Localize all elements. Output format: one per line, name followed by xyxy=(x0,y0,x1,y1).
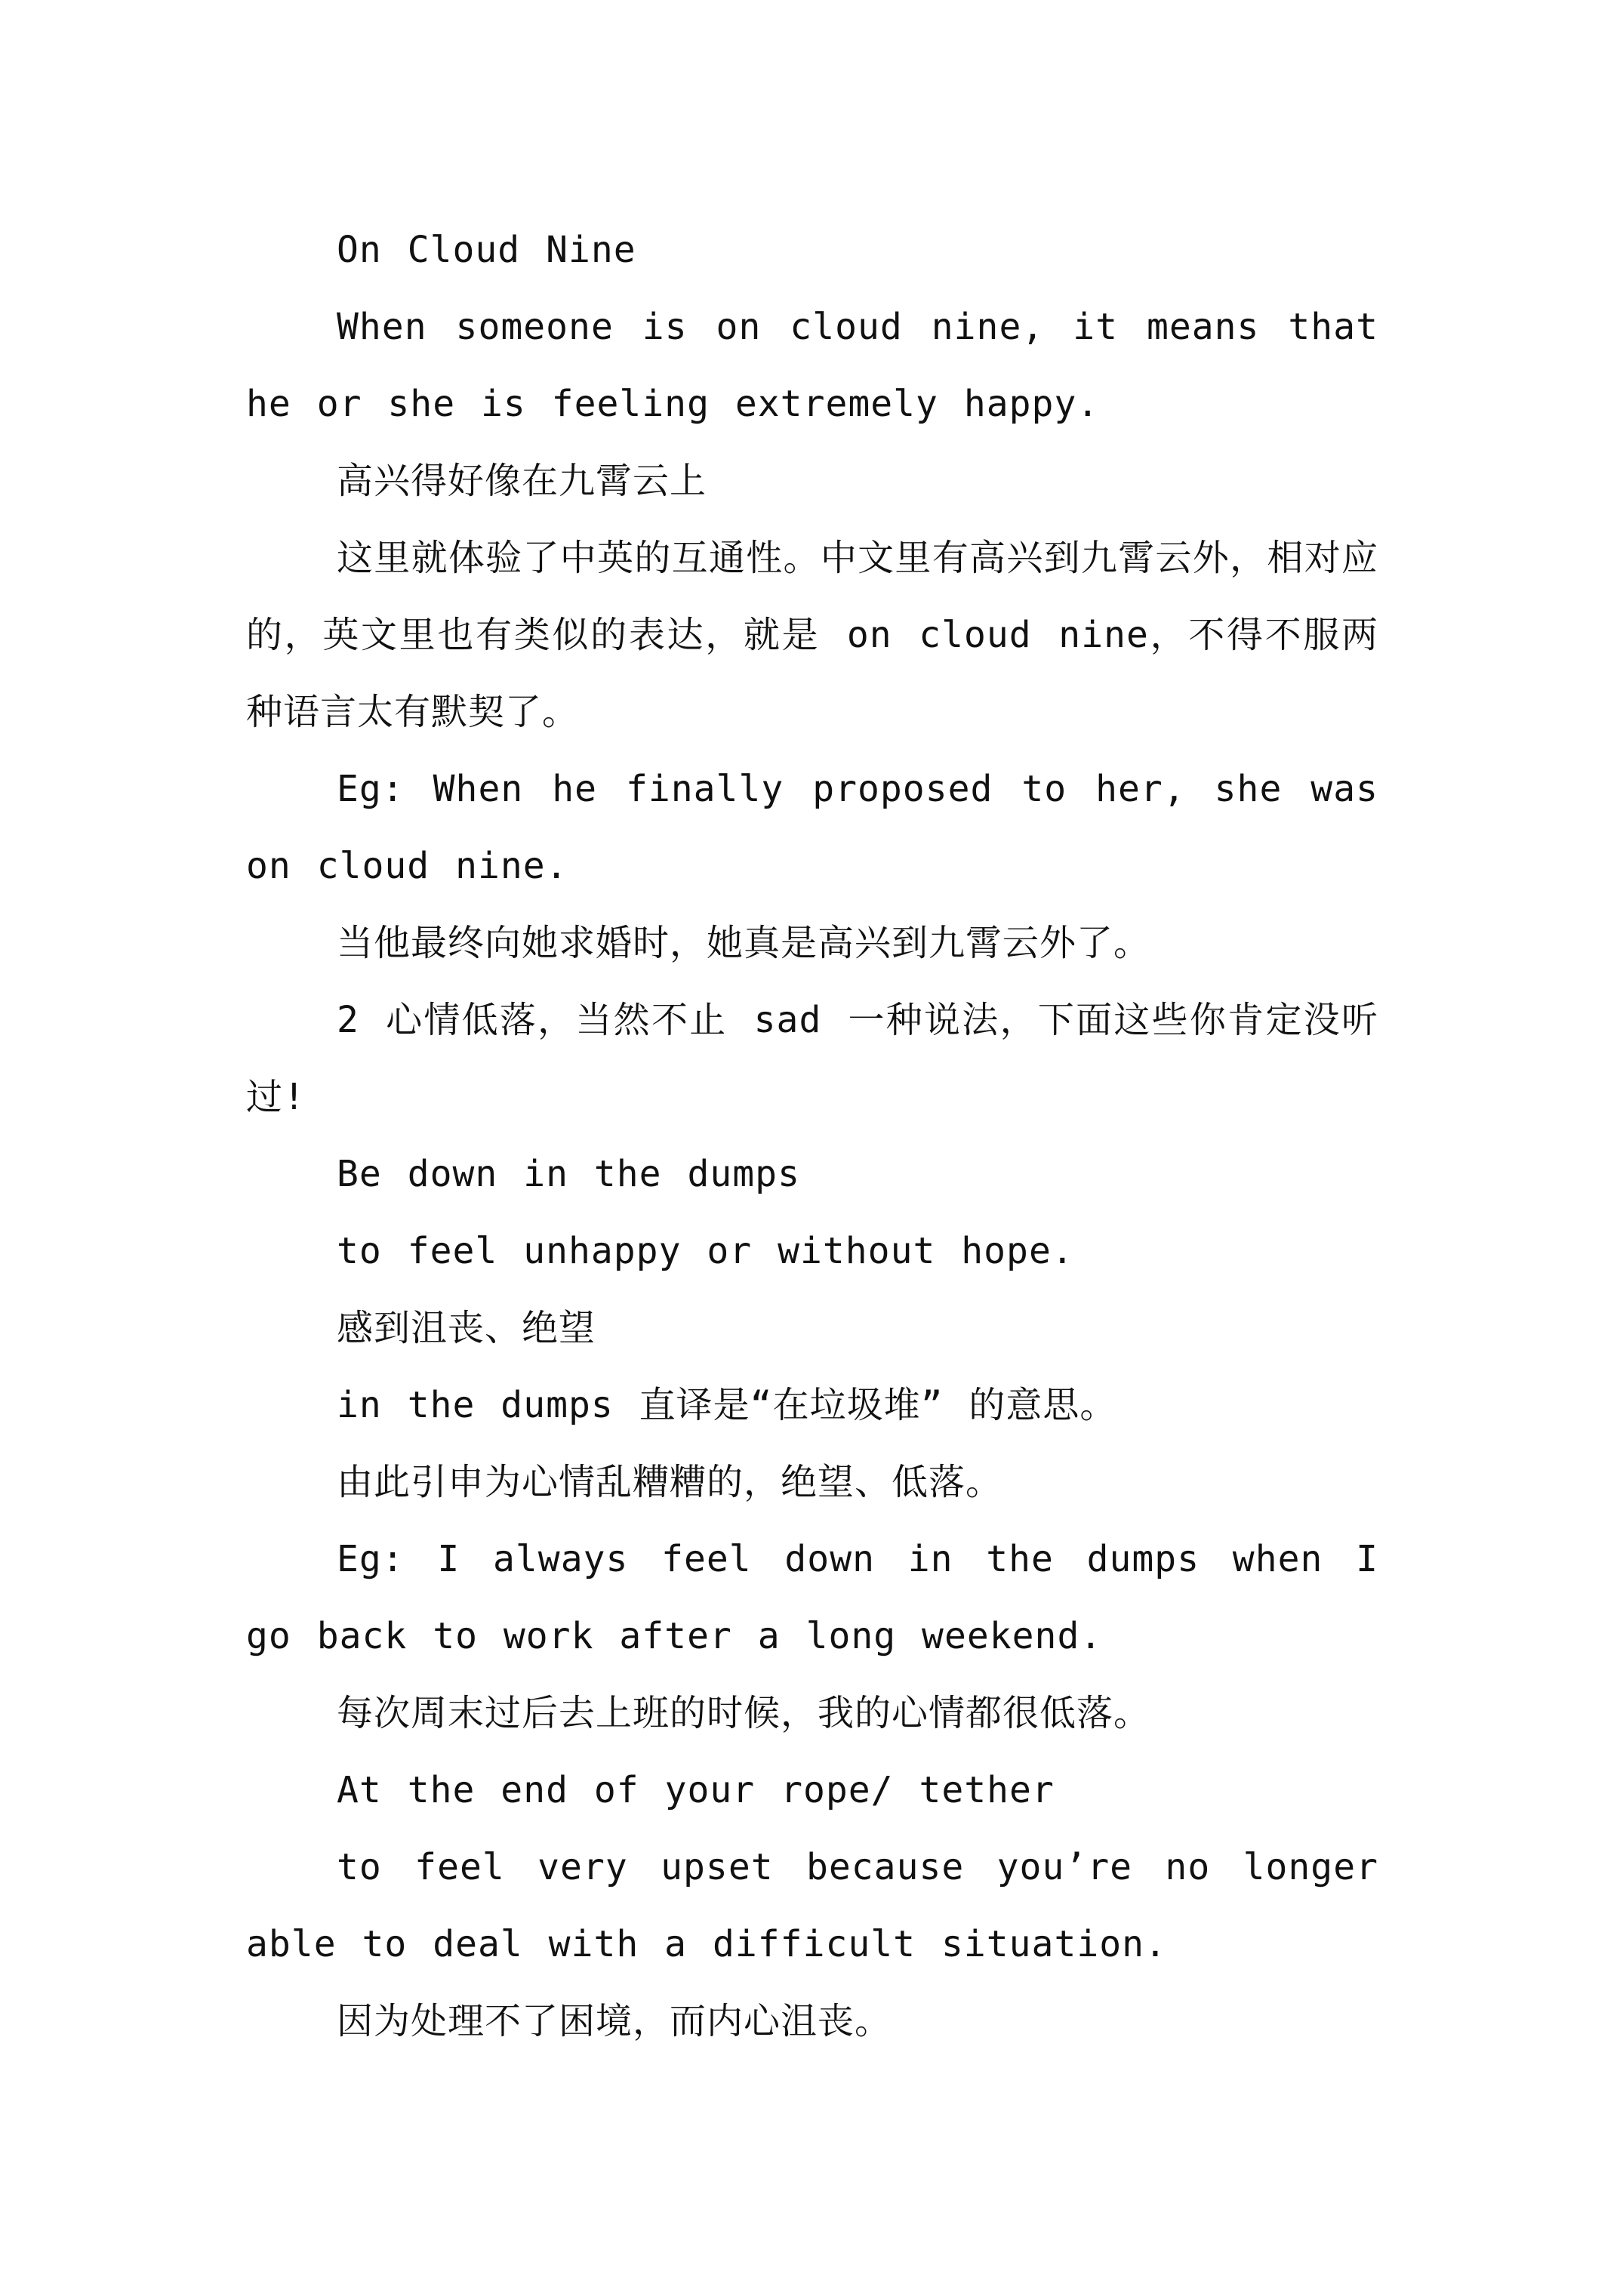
heading-on-cloud-nine: On Cloud Nine xyxy=(337,229,636,271)
paragraph-chinese-translation-dumps: 感到沮丧、绝望 xyxy=(337,1307,596,1349)
paragraph-extended-meaning-dumps: 由此引申为心情乱糟糟的，绝望、低落。 xyxy=(337,1461,1003,1503)
paragraph-example-translation-cloud-nine: 当他最终向她求婚时，她真是高兴到九霄云外了。 xyxy=(337,922,1151,964)
paragraph-section-2-intro: 2 心情低落，当然不止 sad 一种说法，下面这些你肯定没听过! xyxy=(246,999,1378,1118)
paragraph-definition-cloud-nine: When someone is on cloud nine, it means that he or she is feeling extremely happy. xyxy=(246,306,1378,425)
document-body xyxy=(246,211,1378,2060)
paragraph-chinese-translation-rope: 因为处理不了困境，而内心沮丧。 xyxy=(337,2000,892,2042)
paragraph-chinese-translation-cloud-nine: 高兴得好像在九霄云上 xyxy=(337,460,707,502)
heading-end-of-your-rope: At the end of your rope/ tether xyxy=(337,1769,1055,1811)
paragraph-example-dumps: Eg: I always feel down in the dumps when I go back to work after a long weekend. xyxy=(246,1538,1378,1657)
paragraph-definition-rope: to feel very upset because you’re no longer able to deal with a difficult situation. xyxy=(246,1846,1378,1965)
paragraph-explanation-cloud-nine: 这里就体验了中英的互通性。中文里有高兴到九霄云外，相对应的，英文里也有类似的表达，就是 on cloud nine，不得不服两种语言太有默契了。 xyxy=(246,537,1378,733)
paragraph-literal-meaning-dumps: in the dumps 直译是“在垃圾堆” 的意思。 xyxy=(337,1384,1117,1426)
paragraph-example-cloud-nine: Eg: When he finally proposed to her, she was on cloud nine. xyxy=(246,768,1378,887)
heading-down-in-the-dumps: Be down in the dumps xyxy=(337,1153,800,1195)
paragraph-definition-dumps: to feel unhappy or without hope. xyxy=(337,1230,1074,1272)
paragraph-example-translation-dumps: 每次周末过后去上班的时候，我的心情都很低落。 xyxy=(337,1692,1151,1734)
